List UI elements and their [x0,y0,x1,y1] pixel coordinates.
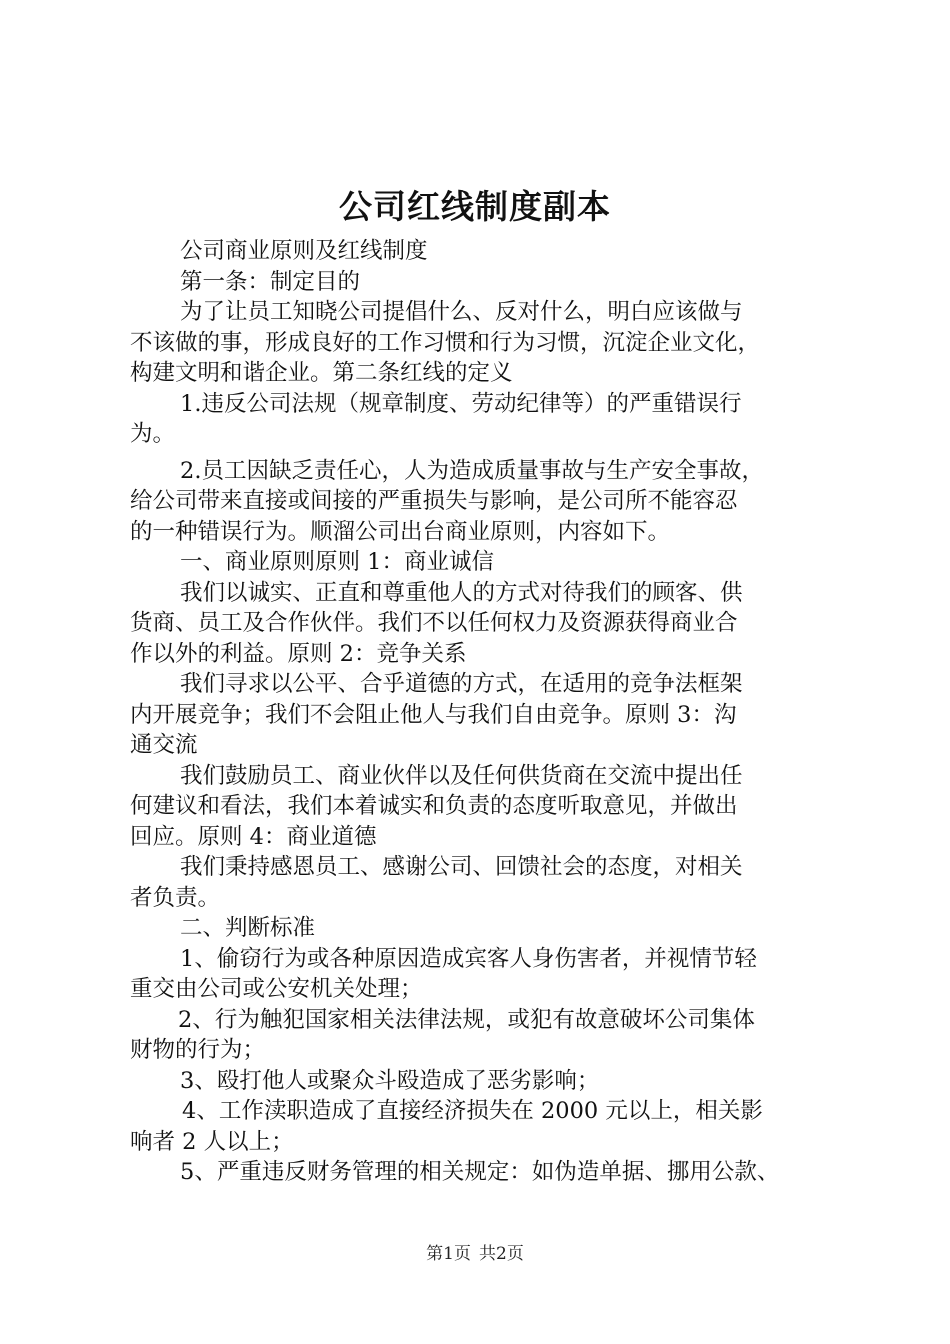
list-item-line: 重交由公司或公安机关处理； [130,976,423,1002]
paragraph-line: 我们鼓励员工、商业伙伴以及任何供货商在交流中提出任 [180,762,743,789]
paragraph-line: 2.员工因缺乏责任心，人为造成质量事故与生产安全事故， [180,457,764,484]
list-item-line: 5、严重违反财务管理的相关规定：如伪造单据、挪用公款、 [180,1159,780,1185]
page-footer [0,1242,950,1266]
list-item-line: 3、殴打他人或聚众斗殴造成了恶劣影响； [180,1067,600,1094]
paragraph-line: 我们寻求以公平、合乎道德的方式，在适用的竞争法框架 [180,671,743,697]
paragraph-line: 我们秉持感恩员工、感谢公司、回馈社会的态度，对相关 [180,854,743,880]
paragraph-line: 的一种错误行为。顺溜公司出台商业原则，内容如下。 [130,518,671,545]
document-title: 公司红线制度副本 [339,187,611,226]
section-heading: 一、商业原则原则 1：商业诚信 [180,549,494,575]
paragraph-line: 为了让员工知晓公司提倡什么、反对什么，明白应该做与 [180,299,743,325]
section-heading: 公司商业原则及红线制度 [180,238,428,264]
paragraph-line: 内开展竞争；我们不会阻止他人与我们自由竞争。原则 3：沟 [130,701,737,728]
paragraph-line: 回应。原则 4：商业道德 [130,823,377,850]
list-item-line: 响者 2 人以上； [130,1128,294,1155]
article-heading: 第一条：制定目的 [180,268,361,295]
list-item-line: 2、行为触犯国家相关法律法规，或犯有故意破坏公司集体 [178,1006,755,1033]
paragraph-line: 我们以诚实、正直和尊重他人的方式对待我们的顾客、供 [180,579,743,606]
paragraph-line: 作以外的利益。原则 2：竞争关系 [130,640,467,667]
paragraph-line: 者负责。 [130,884,221,911]
paragraph-line: 不该做的事，形成良好的工作习惯和行为习惯，沉淀企业文化， [130,329,761,356]
list-item-line: 4、工作渎职造成了直接经济损失在 2000 元以上，相关影 [182,1098,763,1124]
paragraph-line: 为。 [130,421,176,447]
paragraph-line: 1.违反公司法规（规章制度、劳动纪律等）的严重错误行 [180,390,742,417]
page-number: 第1页 [426,1244,471,1264]
page-total: 共2页 [479,1244,524,1264]
paragraph-line: 通交流 [130,732,198,758]
list-item-line: 1、偷窃行为或各种原因造成宾客人身伤害者，并视情节轻 [180,945,757,972]
paragraph-line: 给公司带来直接或间接的严重损失与影响，是公司所不能容忍 [130,488,738,514]
section-heading: 二、判断标准 [180,915,316,941]
paragraph-line: 何建议和看法，我们本着诚实和负责的态度听取意见，并做出 [130,793,738,819]
paragraph-line: 货商、员工及合作伙伴。我们不以任何权力及资源获得商业合 [130,610,738,636]
list-item-line: 财物的行为； [130,1037,266,1063]
paragraph-line: 构建文明和谐企业。第二条红线的定义 [130,360,513,386]
document-body [130,236,832,1188]
